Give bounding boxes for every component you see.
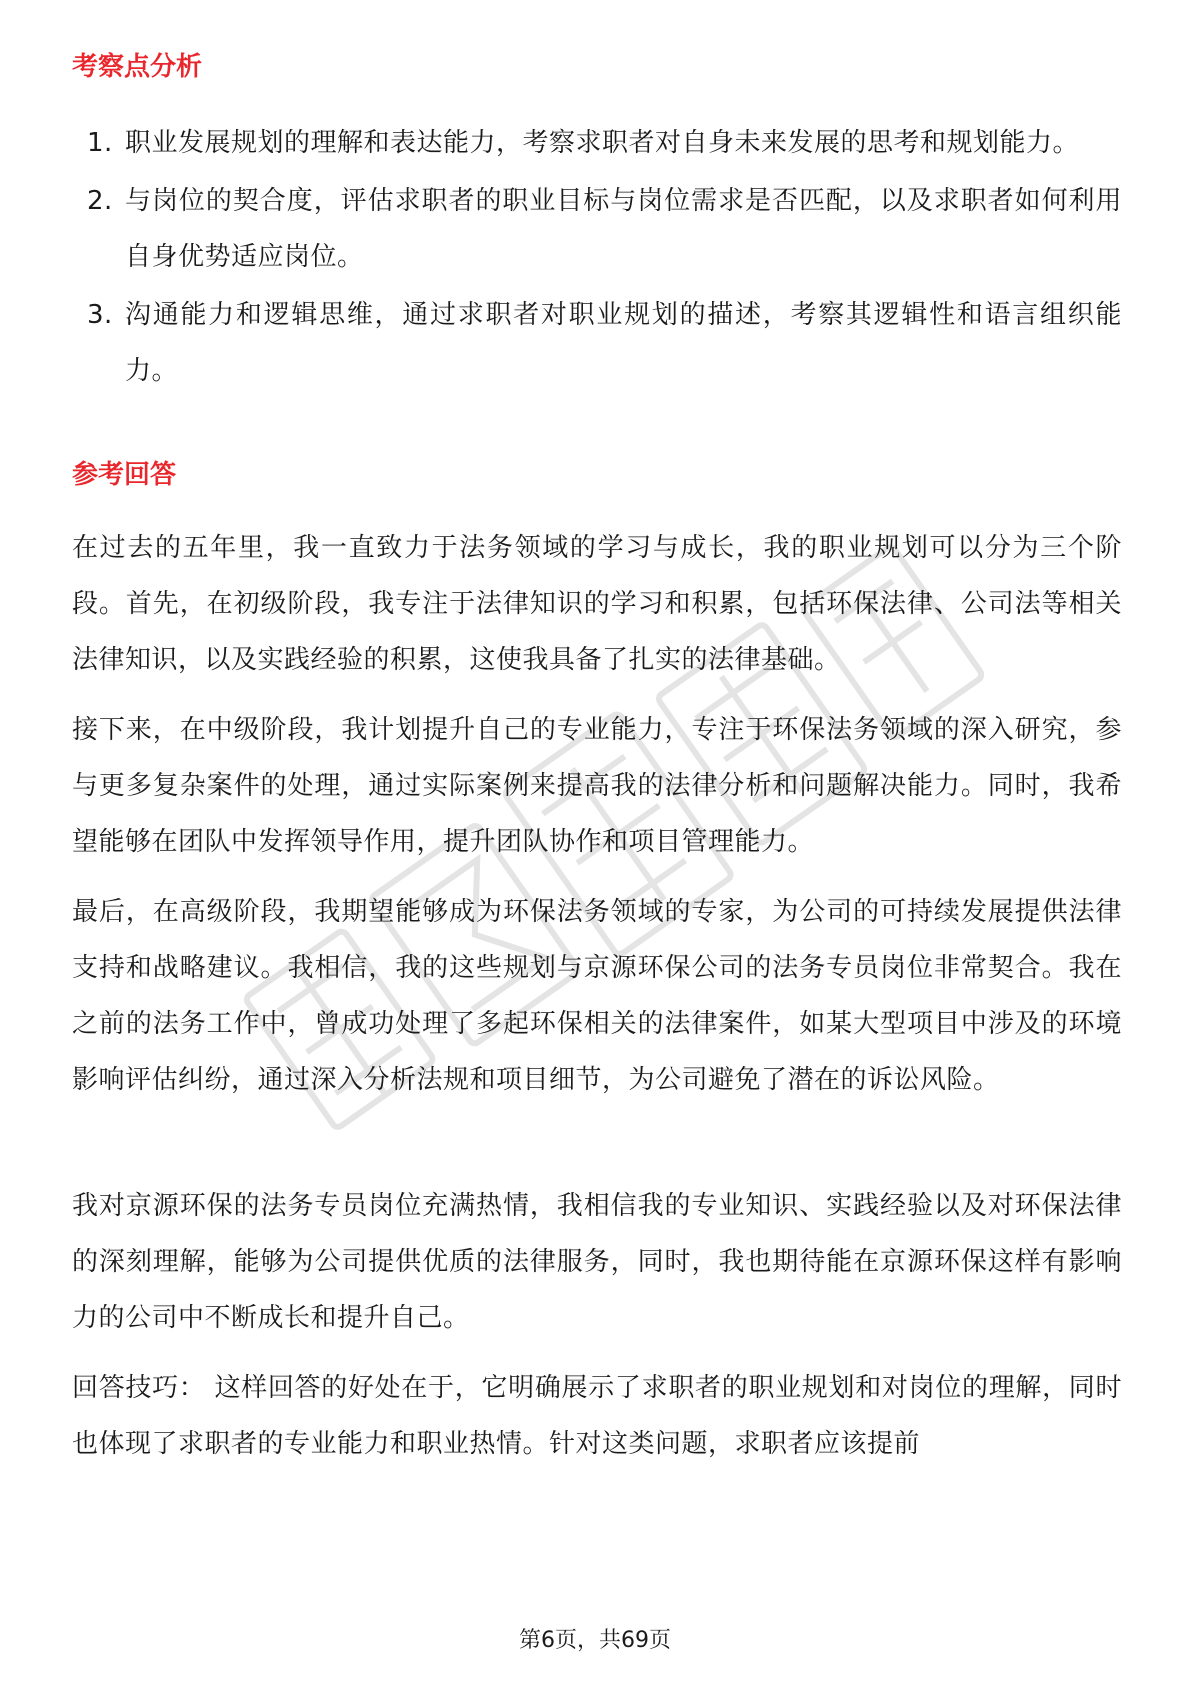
list-item-text: 与岗位的契合度，评估求职者的职业目标与岗位需求是否匹配，以及求职者如何利用自身优势适应岗位。: [125, 186, 1122, 272]
list-item: [72, 173, 1122, 285]
answer-heading: 参考回答: [72, 460, 177, 490]
analysis-heading: 考察点分析: [72, 52, 203, 82]
answer-paragraph-2: 接下来，在中级阶段，我计划提升自己的专业能力，专注于环保法务领域的深入研究，参与更多复杂案件的处理，通过实际案例来提高我的法律分析和问题解决能力。同时，我希望能够在团队中发挥领导作用，提升团队协作和项目管理能力。: [72, 715, 1122, 857]
answer-paragraph-4: 我对京源环保的法务专员岗位充满热情，我相信我的专业知识、实践经验以及对环保法律的深刻理解，能够为公司提供优质的法律服务，同时，我也期待能在京源环保这样有影响力的公司中不断成长和提升自己。: [72, 1191, 1122, 1333]
list-item-text: 职业发展规划的理解和表达能力，考察求职者对自身未来发展的思考和规划能力。: [125, 128, 1080, 158]
list-item-text: 沟通能力和逻辑思维，通过求职者对职业规划的描述，考察其逻辑性和语言组织能力。: [125, 300, 1122, 386]
list-item-number: 1.: [87, 128, 113, 158]
answer-tips-paragraph: 回答技巧： 这样回答的好处在于，它明确展示了求职者的职业规划和对岗位的理解，同时也体现了求职者的专业能力和职业热情。针对这类问题，求职者应该提前: [72, 1373, 1122, 1459]
list-item-number: 3.: [87, 300, 113, 330]
list-item: [72, 115, 1122, 171]
answer-paragraph-3: 最后，在高级阶段，我期望能够成为环保法务领域的专家，为公司的可持续发展提供法律支持和战略建议。我相信，我的这些规划与京源环保公司的法务专员岗位非常契合。我在之前的法务工作中，曾成功处理了多起环保相关的法律案件，如某大型项目中涉及的环境影响评估纠纷，通过深入分析法规和项目细节，为公司避免了潜在的诉讼风险。: [72, 897, 1122, 1095]
page-number-footer: 第6页，共69页: [519, 1628, 671, 1653]
answer-paragraph-1: 在过去的五年里，我一直致力于法务领域的学习与成长，我的职业规划可以分为三个阶段。首先，在初级阶段，我专注于法律知识的学习和积累，包括环保法律、公司法等相关法律知识，以及实践经验的积累，这使我具备了扎实的法律基础。: [72, 533, 1122, 675]
list-item-number: 2.: [87, 186, 113, 216]
list-item: [72, 287, 1122, 399]
analysis-points-list: [72, 115, 1122, 401]
